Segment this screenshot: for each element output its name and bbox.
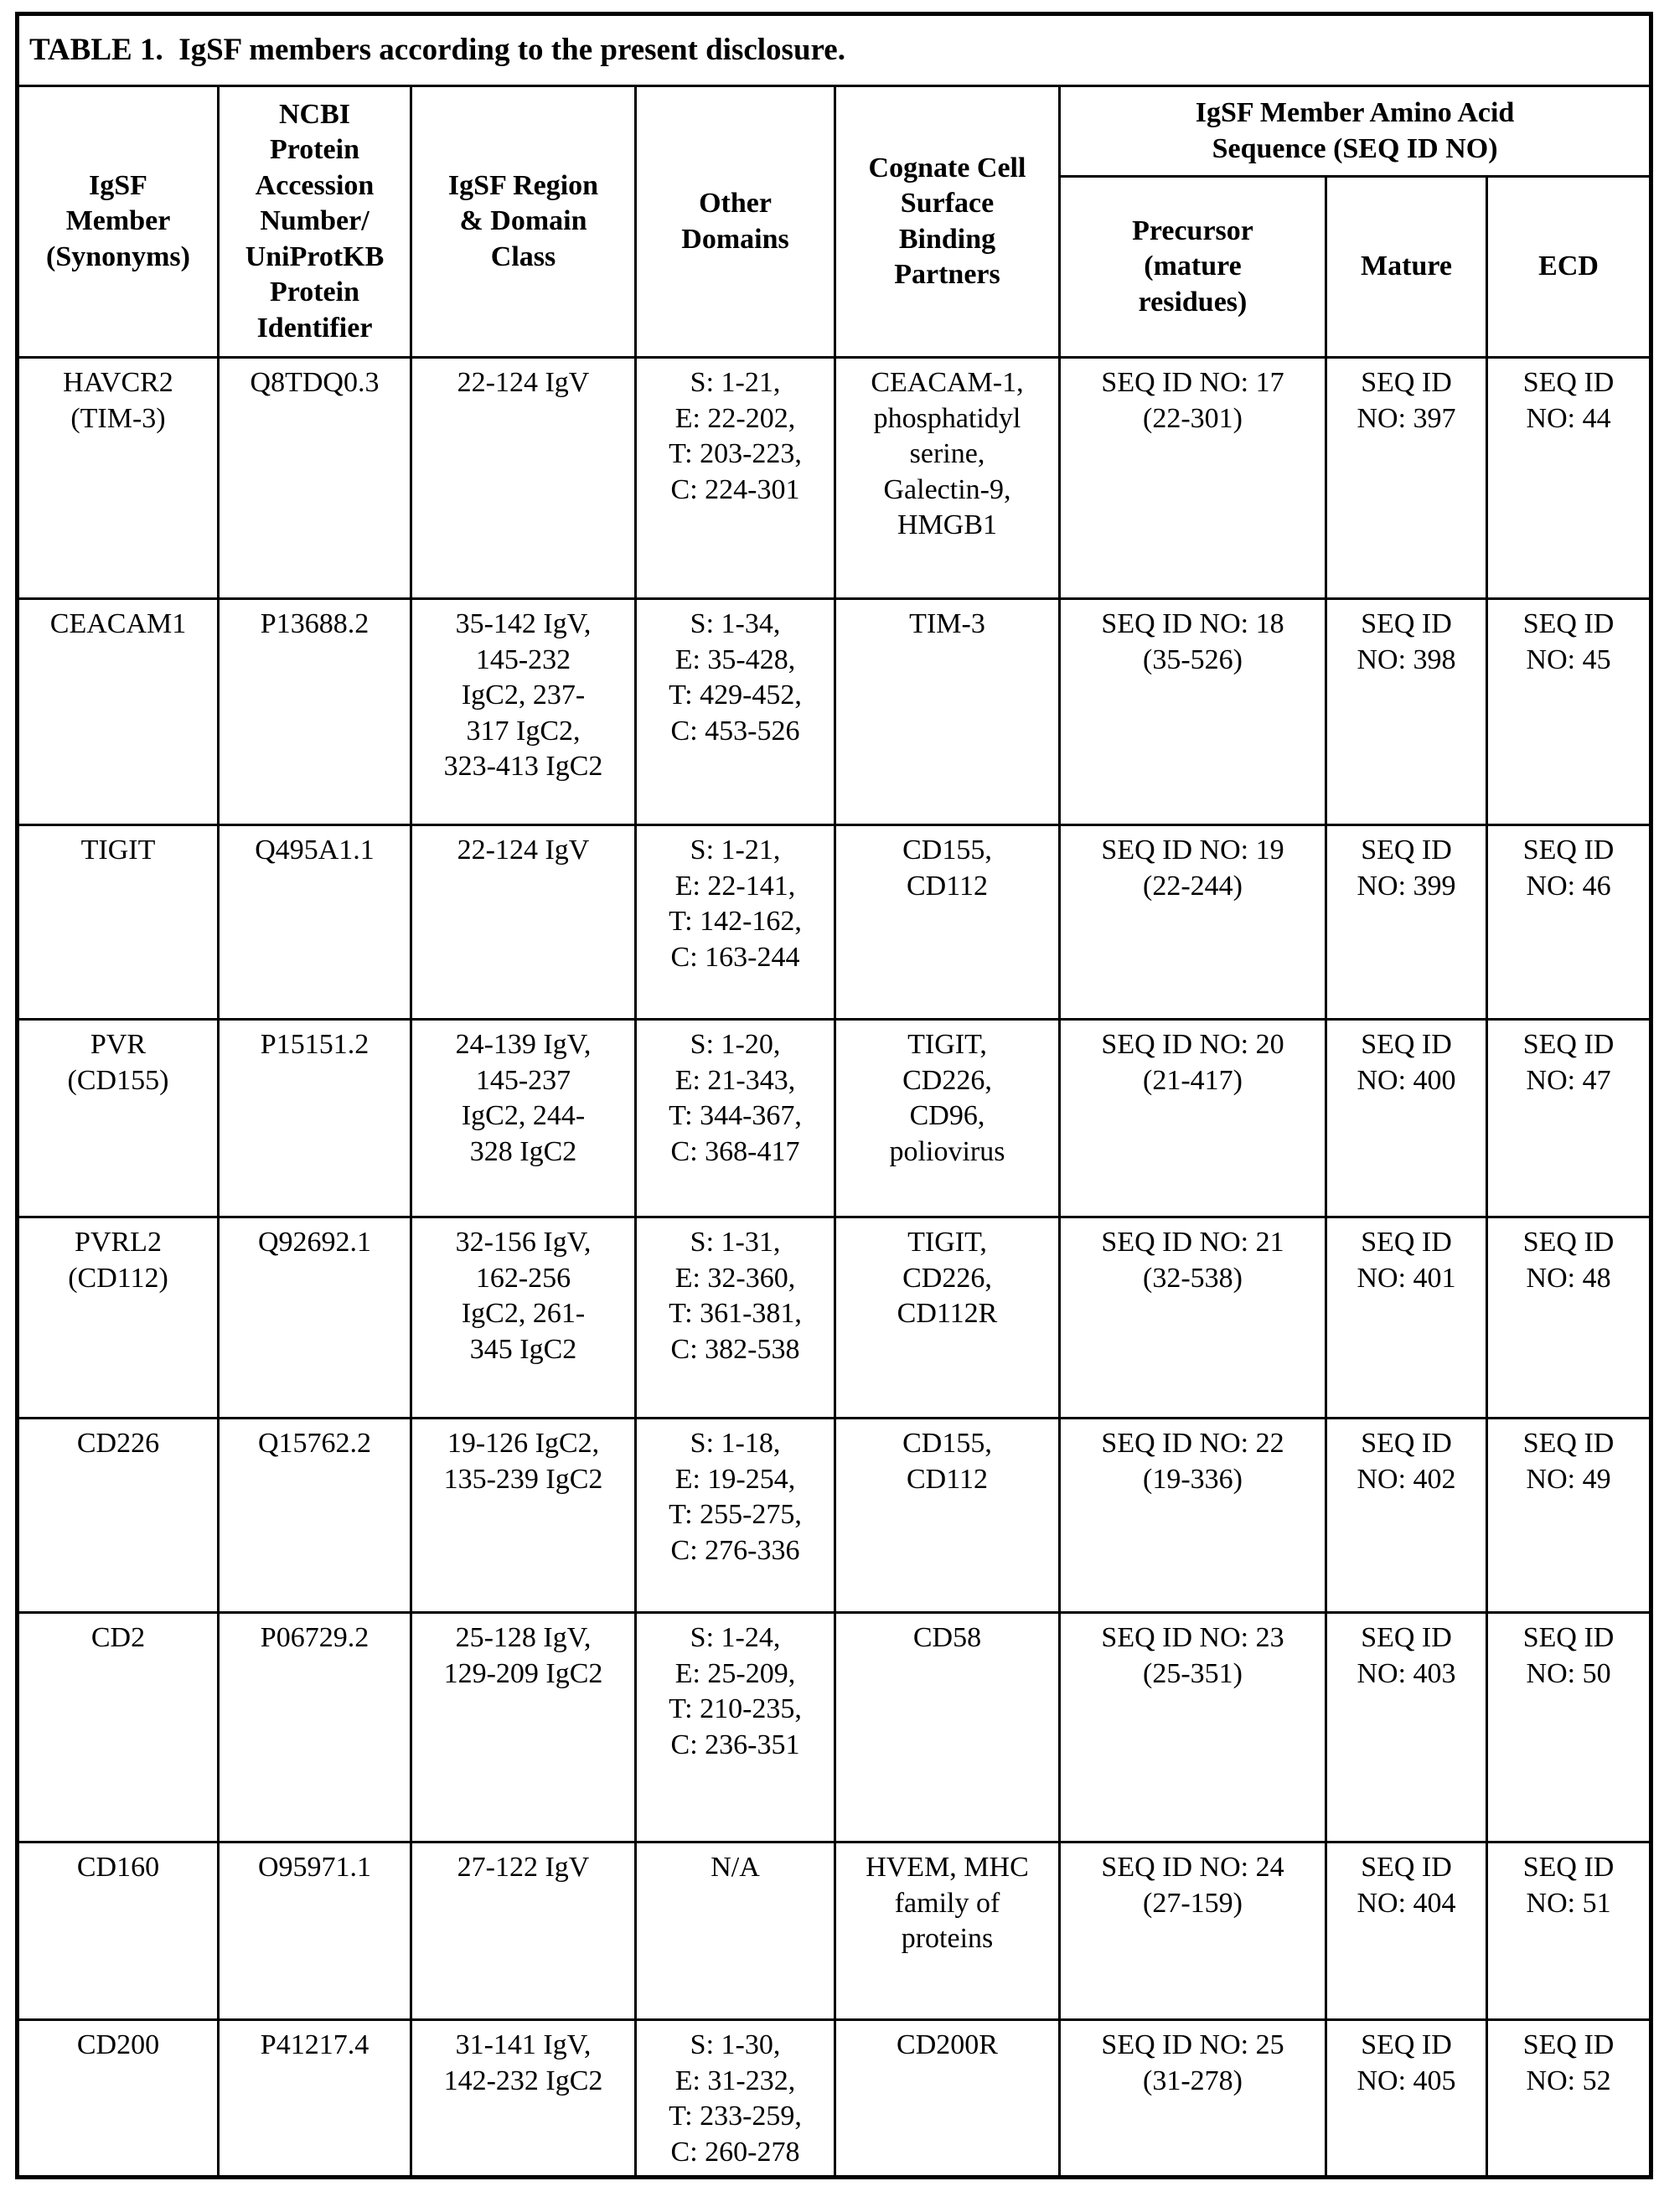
cell-region: 25-128 IgV, 129-209 IgC2 xyxy=(411,1613,636,1842)
header-ecd: ECD xyxy=(1487,177,1651,358)
cell-member: TIGIT xyxy=(18,825,219,1020)
igsf-members-table xyxy=(15,12,1653,2179)
cell-accession: Q495A1.1 xyxy=(219,825,411,1020)
cell-ecd: SEQ ID NO: 45 xyxy=(1487,599,1651,825)
header-binding-partners: Cognate Cell Surface Binding Partners xyxy=(835,86,1060,358)
cell-member: PVR (CD155) xyxy=(18,1020,219,1217)
table-row xyxy=(18,1020,1651,1217)
cell-accession: P41217.4 xyxy=(219,2020,411,2178)
cell-binding-partners: CEACAM-1, phosphatidyl serine, Galectin-9, HMGB1 xyxy=(835,358,1060,599)
header-mature: Mature xyxy=(1326,177,1487,358)
cell-mature: SEQ ID NO: 403 xyxy=(1326,1613,1487,1842)
cell-ecd: SEQ ID NO: 49 xyxy=(1487,1419,1651,1613)
header-row-top xyxy=(18,86,1651,177)
table-row xyxy=(18,2020,1651,2178)
cell-other-domains: S: 1-21, E: 22-202, T: 203-223, C: 224-301 xyxy=(636,358,835,599)
cell-precursor: SEQ ID NO: 25 (31-278) xyxy=(1060,2020,1326,2178)
cell-ecd: SEQ ID NO: 50 xyxy=(1487,1613,1651,1842)
cell-member: CD226 xyxy=(18,1419,219,1613)
cell-binding-partners: TIGIT, CD226, CD96, poliovirus xyxy=(835,1020,1060,1217)
cell-region: 32-156 IgV, 162-256 IgC2, 261- 345 IgC2 xyxy=(411,1217,636,1419)
cell-precursor: SEQ ID NO: 18 (35-526) xyxy=(1060,599,1326,825)
cell-region: 27-122 IgV xyxy=(411,1842,636,2020)
cell-precursor: SEQ ID NO: 17 (22-301) xyxy=(1060,358,1326,599)
cell-member: CD200 xyxy=(18,2020,219,2178)
table-row xyxy=(18,825,1651,1020)
header-igsf-member: IgSF Member (Synonyms) xyxy=(18,86,219,358)
table-row xyxy=(18,1217,1651,1419)
cell-accession: Q8TDQ0.3 xyxy=(219,358,411,599)
cell-precursor: SEQ ID NO: 22 (19-336) xyxy=(1060,1419,1326,1613)
cell-accession: Q15762.2 xyxy=(219,1419,411,1613)
cell-mature: SEQ ID NO: 404 xyxy=(1326,1842,1487,2020)
cell-precursor: SEQ ID NO: 20 (21-417) xyxy=(1060,1020,1326,1217)
cell-ecd: SEQ ID NO: 51 xyxy=(1487,1842,1651,2020)
table-row xyxy=(18,599,1651,825)
cell-mature: SEQ ID NO: 399 xyxy=(1326,825,1487,1020)
cell-other-domains: S: 1-31, E: 32-360, T: 361-381, C: 382-538 xyxy=(636,1217,835,1419)
cell-accession: P13688.2 xyxy=(219,599,411,825)
cell-binding-partners: TIM-3 xyxy=(835,599,1060,825)
cell-other-domains: S: 1-20, E: 21-343, T: 344-367, C: 368-417 xyxy=(636,1020,835,1217)
table-row xyxy=(18,1419,1651,1613)
cell-binding-partners: CD155, CD112 xyxy=(835,1419,1060,1613)
cell-other-domains: S: 1-30, E: 31-232, T: 233-259, C: 260-278 xyxy=(636,2020,835,2178)
cell-binding-partners: TIGIT, CD226, CD112R xyxy=(835,1217,1060,1419)
cell-mature: SEQ ID NO: 401 xyxy=(1326,1217,1487,1419)
cell-ecd: SEQ ID NO: 52 xyxy=(1487,2020,1651,2178)
cell-precursor: SEQ ID NO: 23 (25-351) xyxy=(1060,1613,1326,1842)
cell-binding-partners: CD200R xyxy=(835,2020,1060,2178)
cell-region: 22-124 IgV xyxy=(411,358,636,599)
cell-binding-partners: HVEM, MHC family of proteins xyxy=(835,1842,1060,2020)
cell-precursor: SEQ ID NO: 19 (22-244) xyxy=(1060,825,1326,1020)
cell-other-domains: S: 1-18, E: 19-254, T: 255-275, C: 276-336 xyxy=(636,1419,835,1613)
cell-region: 24-139 IgV, 145-237 IgC2, 244- 328 IgC2 xyxy=(411,1020,636,1217)
header-precursor: Precursor (mature residues) xyxy=(1060,177,1326,358)
table-row xyxy=(18,358,1651,599)
cell-accession: Q92692.1 xyxy=(219,1217,411,1419)
cell-binding-partners: CD155, CD112 xyxy=(835,825,1060,1020)
cell-member: HAVCR2 (TIM-3) xyxy=(18,358,219,599)
header-ncbi-accession: NCBI Protein Accession Number/ UniProtKB Protein Identifier xyxy=(219,86,411,358)
cell-mature: SEQ ID NO: 402 xyxy=(1326,1419,1487,1613)
cell-region: 22-124 IgV xyxy=(411,825,636,1020)
header-region-domain-class: IgSF Region & Domain Class xyxy=(411,86,636,358)
cell-member: CD2 xyxy=(18,1613,219,1842)
cell-region: 31-141 IgV, 142-232 IgC2 xyxy=(411,2020,636,2178)
title-row xyxy=(18,14,1651,86)
cell-mature: SEQ ID NO: 398 xyxy=(1326,599,1487,825)
cell-member: CEACAM1 xyxy=(18,599,219,825)
cell-ecd: SEQ ID NO: 47 xyxy=(1487,1020,1651,1217)
header-amino-acid-sequence-group: IgSF Member Amino Acid Sequence (SEQ ID NO) xyxy=(1060,86,1651,177)
cell-accession: P15151.2 xyxy=(219,1020,411,1217)
cell-mature: SEQ ID NO: 397 xyxy=(1326,358,1487,599)
table-row xyxy=(18,1613,1651,1842)
cell-ecd: SEQ ID NO: 44 xyxy=(1487,358,1651,599)
table-row xyxy=(18,1842,1651,2020)
cell-member: CD160 xyxy=(18,1842,219,2020)
cell-mature: SEQ ID NO: 400 xyxy=(1326,1020,1487,1217)
cell-other-domains: S: 1-24, E: 25-209, T: 210-235, C: 236-351 xyxy=(636,1613,835,1842)
header-other-domains: Other Domains xyxy=(636,86,835,358)
cell-accession: O95971.1 xyxy=(219,1842,411,2020)
cell-accession: P06729.2 xyxy=(219,1613,411,1842)
cell-ecd: SEQ ID NO: 46 xyxy=(1487,825,1651,1020)
cell-binding-partners: CD58 xyxy=(835,1613,1060,1842)
cell-ecd: SEQ ID NO: 48 xyxy=(1487,1217,1651,1419)
cell-other-domains: S: 1-21, E: 22-141, T: 142-162, C: 163-244 xyxy=(636,825,835,1020)
cell-region: 35-142 IgV, 145-232 IgC2, 237- 317 IgC2, 323-413 IgC2 xyxy=(411,599,636,825)
cell-other-domains: S: 1-34, E: 35-428, T: 429-452, C: 453-526 xyxy=(636,599,835,825)
cell-mature: SEQ ID NO: 405 xyxy=(1326,2020,1487,2178)
cell-other-domains: N/A xyxy=(636,1842,835,2020)
cell-member: PVRL2 (CD112) xyxy=(18,1217,219,1419)
table-title: TABLE 1. IgSF members according to the present disclosure. xyxy=(18,14,1651,86)
cell-region: 19-126 IgC2, 135-239 IgC2 xyxy=(411,1419,636,1613)
cell-precursor: SEQ ID NO: 24 (27-159) xyxy=(1060,1842,1326,2020)
cell-precursor: SEQ ID NO: 21 (32-538) xyxy=(1060,1217,1326,1419)
